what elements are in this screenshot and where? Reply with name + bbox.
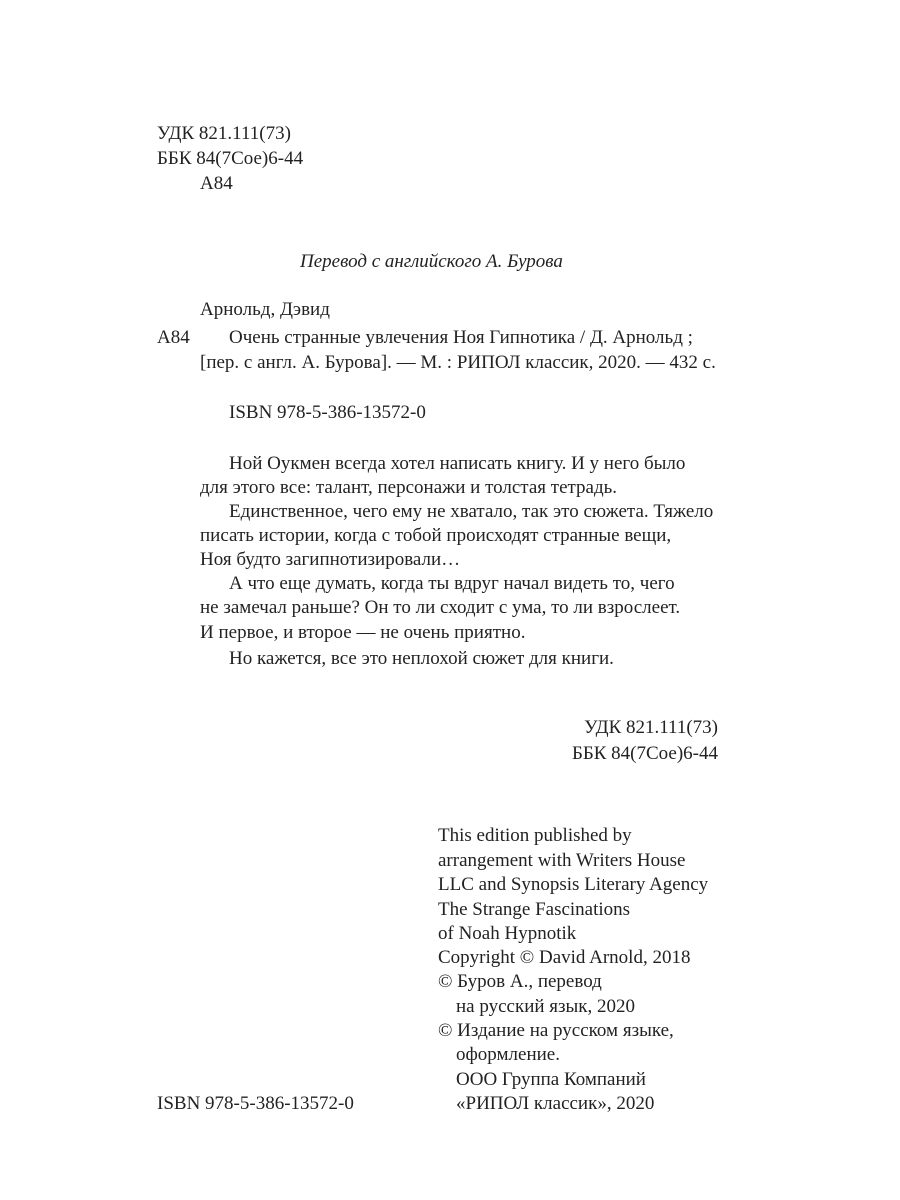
udk-classification: УДК 821.111(73) [584,717,718,738]
author-mark-header: А84 [200,173,233,194]
annotation-line: Ной Оукмен всегда хотел написать книгу. И у него было [229,453,686,474]
annotation-line: Единственное, чего ему не хватало, так это сюжета. Тяжело [229,501,714,522]
publisher-company: ООО Группа Компаний [456,1069,646,1090]
catalog-author: Арнольд, Дэвид [200,299,330,320]
annotation-line: Но кажется, все это неплохой сюжет для книги. [229,648,614,669]
copyright-line: Copyright © David Arnold, 2018 [438,947,691,968]
translation-copyright: © Буров А., перевод [438,971,602,992]
edition-copyright: © Издание на русском языке, [438,1020,674,1041]
rights-line: LLC and Synopsis Literary Agency [438,874,709,895]
annotation-line: не замечал раньше? Он то ли сходит с ума, то ли взрослеет. [200,597,681,618]
annotation-line: И первое, и второе — не очень приятно. [200,622,526,643]
annotation-line: Ноя будто загипнотизировали… [200,549,461,570]
isbn-footer: ISBN 978-5-386-13572-0 [157,1093,354,1114]
edition-copyright-cont: оформление. [456,1044,560,1065]
translation-note: Перевод с английского А. Бурова [300,251,563,272]
rights-line: The Strange Fascinations [438,899,631,920]
publisher-name: «РИПОЛ классик», 2020 [456,1093,655,1114]
catalog-isbn: ISBN 978-5-386-13572-0 [229,402,426,423]
annotation-line: писать истории, когда с тобой происходят странные вещи, [200,525,672,546]
rights-line: arrangement with Writers House [438,850,686,871]
udk-header: УДК 821.111(73) [157,123,291,144]
rights-line: of Noah Hypnotik [438,923,577,944]
bbk-classification: ББК 84(7Сое)6-44 [571,743,718,764]
catalog-line-1: Очень странные увлечения Ноя Гипнотика / Д. Арнольд ; [229,327,693,348]
translation-copyright-cont: на русский язык, 2020 [456,996,636,1017]
annotation-line: для этого все: талант, персонажи и толстая тетрадь. [200,477,618,498]
catalog-line-2: [пер. с англ. А. Бурова]. — М. : РИПОЛ классик, 2020. — 432 с. [200,352,716,373]
rights-line: This edition published by [438,825,632,846]
bbk-header: ББК 84(7Сое)6-44 [157,148,304,169]
catalog-mark: А84 [157,327,190,348]
annotation-line: А что еще думать, когда ты вдруг начал видеть то, чего [229,573,675,594]
